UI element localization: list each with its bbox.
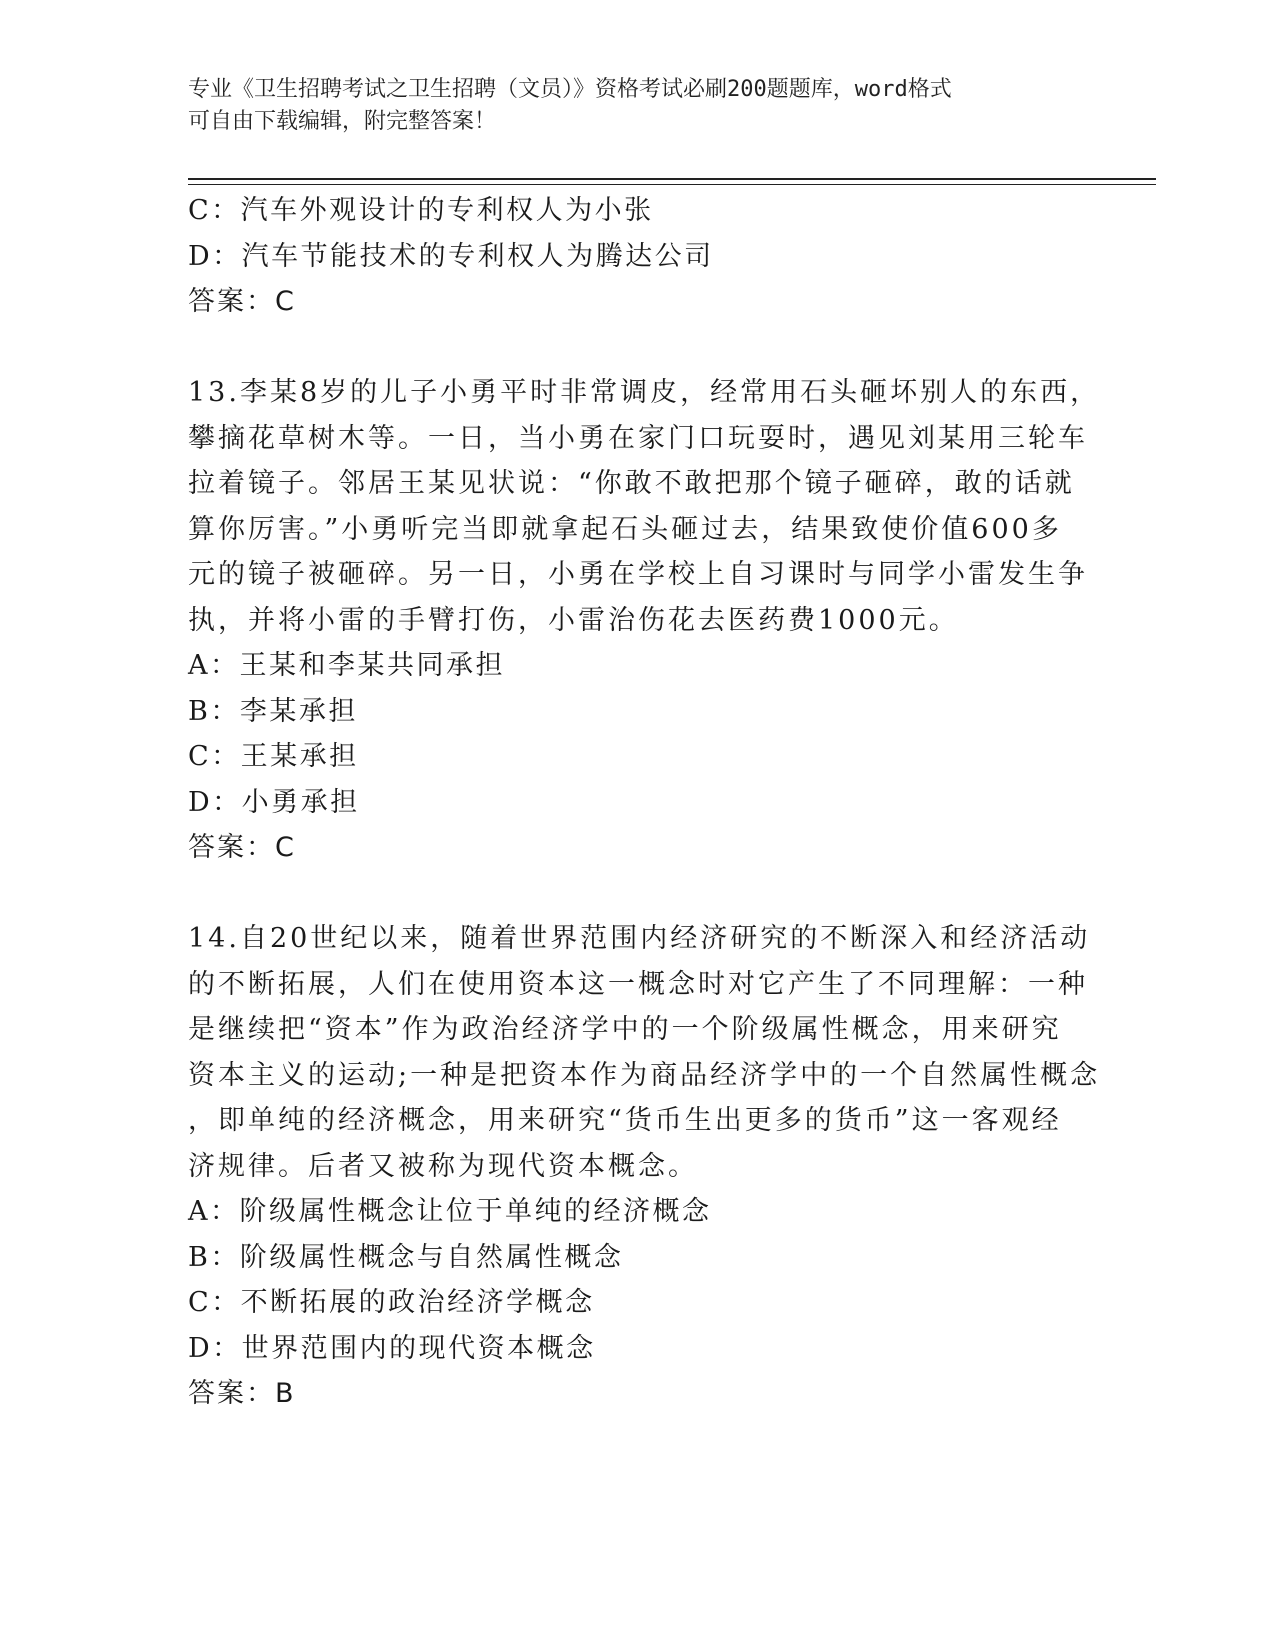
stem-line: 济规律。后者又被称为现代资本概念。 (188, 1150, 698, 1182)
header-title-line-2: 可自由下载编辑，附完整答案！ (188, 109, 497, 134)
prev-question (188, 188, 1088, 325)
stem-line: 的不断拓展，人们在使用资本这一概念时对它产生了不同理解：一种 (188, 968, 1088, 1000)
option-d: D：小勇承担 (188, 786, 360, 818)
question-14 (188, 916, 1101, 1417)
question-stem (188, 916, 1101, 1189)
stem-line: 资本主义的运动;一种是把资本作为商品经济学中的一个自然属性概念 (188, 1059, 1101, 1091)
stem-line: 13.李某8岁的儿子小勇平时非常调皮，经常用石头砸坏别人的东西， (188, 377, 1101, 408)
stem-line: 攀摘花草树木等。一日，当小勇在家门口玩耍时，遇见刘某用三轮车 (188, 422, 1088, 454)
answer-line: 答案：C (188, 832, 296, 863)
stem-line: 是继续把“资本”作为政治经济学中的一个阶级属性概念，用来研究 (188, 1014, 1062, 1045)
header-rule-thin (188, 184, 1156, 185)
option-c: C：不断拓展的政治经济学概念 (188, 1287, 595, 1318)
page-content (188, 188, 1101, 1417)
option-a: A：阶级属性概念让位于单纯的经济概念 (188, 1196, 712, 1227)
option-c: C：汽车外观设计的专利权人为小张 (188, 195, 654, 226)
option-a: A：王某和李某共同承担 (188, 650, 505, 681)
stem-line: 拉着镜子。邻居王某见状说：“你敢不敢把那个镜子砸碎，敢的话就 (188, 468, 1075, 499)
page-header (188, 74, 1068, 138)
answer-line: 答案：B (188, 1378, 296, 1409)
question-13 (188, 370, 1101, 871)
answer-line: 答案：C (188, 286, 296, 317)
stem-line: ，即单纯的经济概念，用来研究“货币生出更多的货币”这一客观经 (188, 1105, 1062, 1136)
option-b: B：李某承担 (188, 695, 358, 727)
stem-line: 元的镜子被砸碎。另一日，小勇在学校上自习课时与同学小雷发生争 (188, 559, 1088, 590)
question-stem (188, 370, 1101, 643)
stem-line: 14.自20世纪以来，随着世界范围内经济研究的不断深入和经济活动 (188, 923, 1091, 954)
option-b: B：阶级属性概念与自然属性概念 (188, 1241, 624, 1273)
spacer (188, 871, 1088, 917)
stem-line: 算你厉害。”小勇听完当即就拿起石头砸过去，结果致使价值600多 (188, 513, 1062, 545)
option-c: C：王某承担 (188, 741, 359, 772)
option-d: D：世界范围内的现代资本概念 (188, 1332, 596, 1364)
spacer (188, 325, 1088, 371)
option-d: D：汽车节能技术的专利权人为腾达公司 (188, 240, 714, 272)
stem-line: 执，并将小雷的手臂打伤，小雷治伤花去医药费1000元。 (188, 604, 959, 636)
header-title-line-1: 专业《卫生招聘考试之卫生招聘（文员）》资格考试必刷200题题库，word格式 (188, 77, 952, 102)
header-rule-thick (188, 178, 1156, 180)
